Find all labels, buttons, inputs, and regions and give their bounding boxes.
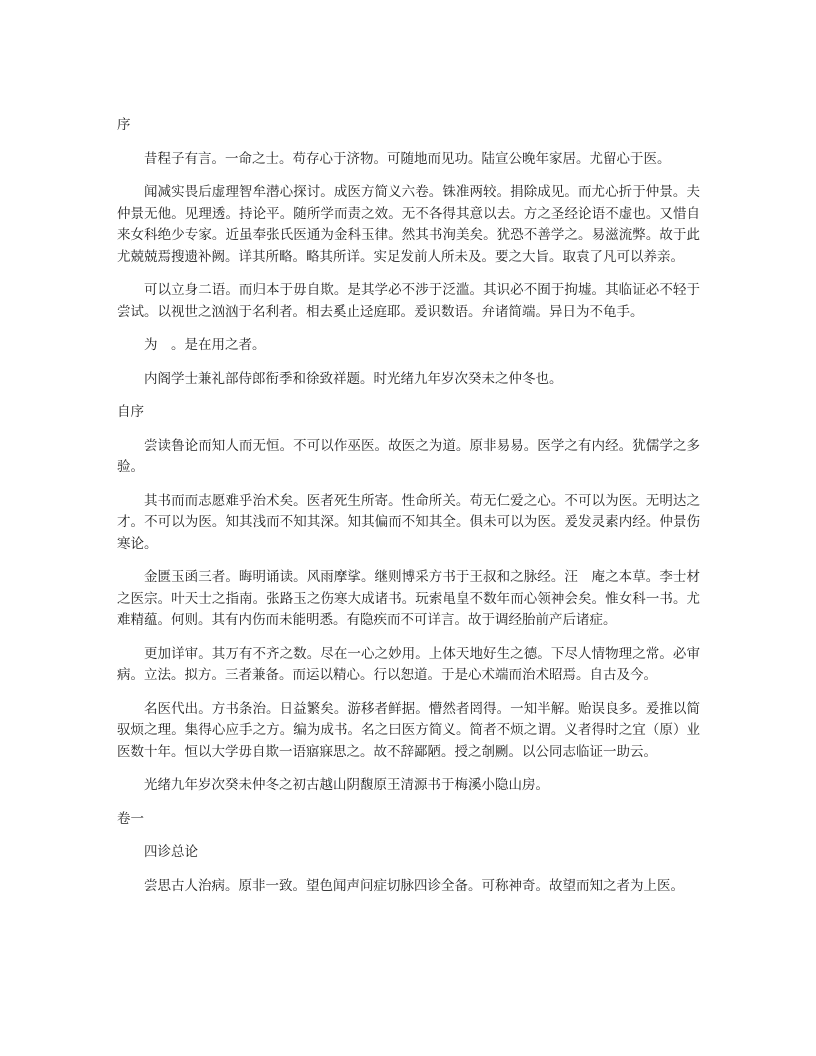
self-preface-paragraph: 名医代出。方书条治。日益繁矣。游移者鲜据。懵然者罔得。一知半解。贻误良多。爰推以简驭烦之理。集得心应手之方。编为成书。名之曰医方简义。简者不烦之谓。义者得时之宜（原）业医数十年。恒以大学毋自欺一语寤寐思之。故不辞鄙陋。授之剞劂。以公同志临证一助云。 <box>117 700 700 759</box>
self-preface-title: 自序 <box>117 404 144 419</box>
self-preface-paragraph: 更加详审。其万有不齐之数。尽在一心之妙用。上体天地好生之德。下尽人情物理之常。必审病。立法。拟方。三者兼备。而运以精心。行以恕道。于是心术端而治术昭焉。自古及今。 <box>117 645 700 682</box>
self-preface-paragraph: 金匮玉函三者。晦明诵读。风雨摩挲。继则博采方书于王叔和之脉经。汪 庵之本草。李士材之医宗。叶天士之指南。张路玉之伤寒大成诸书。玩索黾皇不数年而心领神会矣。惟女科一书。尤难精蕴。何则。其有内伤而未能明悉。有隐疾而不可详言。故于调经胎前产后诸症。 <box>117 569 700 627</box>
volume-one-paragraph: 尝思古人治病。原非一致。望色闻声问症切脉四诊全备。可称神奇。故望而知之者为上医。 <box>144 877 684 893</box>
self-preface-paragraph: 其书而而志愿难乎治术矣。医者死生所寄。性命所关。苟无仁爱之心。不可以为医。无明达之才。不可以为医。知其浅而不知其深。知其偏而不知其全。俱未可以为医。爰发灵素内经。仲景伤寒论。 <box>117 492 700 551</box>
preface-paragraph: 闻减实畏后虚理智牟潜心探讨。成医方简义六卷。铢准两较。捐除成见。而尤心折于仲景。夫仲景无他。见理透。持论平。随所学而责之效。无不各得其意以去。方之圣经论语不虚也。又惜自来女科绝少专家。近虽奉张氏医通为金科玉律。然其书洵美矣。犹恐不善学之。易滋流弊。故于此尤兢兢焉搜遗补阙。详其所略。略其所详。实足发前人所未及。要之大旨。取袁了凡可以养亲。 <box>117 184 700 264</box>
document-content <box>117 114 700 896</box>
volume-one-title: 卷一 <box>117 810 144 826</box>
preface-title: 序 <box>117 117 131 132</box>
section-title-four-diagnoses: 四诊总论 <box>144 844 198 859</box>
preface-paragraph: 昔程子有言。一命之士。苟存心于济物。可随地而见功。陆宣公晚年家居。尤留心于医。 <box>144 150 671 166</box>
preface-paragraph: 可以立身二语。而归本于毋自欺。是其学必不涉于泛滥。其识必不囿于拘墟。其临证必不轻于尝试。以视世之汹汹于名利者。相去奚止迳庭耶。爰识数语。弁诸简端。异日为不龟手。 <box>117 282 700 319</box>
self-preface-paragraph: 尝读鲁论而知人而无恒。不可以作巫医。故医之为道。原非易易。医学之有内经。犹儒学之多验。 <box>117 437 700 474</box>
preface-signature: 内阁学士兼礼部侍郎衔季和徐致祥题。时光绪九年岁次癸未之仲冬也。 <box>144 370 563 386</box>
self-preface-signature: 光绪九年岁次癸未仲冬之初古越山阴馥原王清源书于梅溪小隐山房。 <box>144 777 549 792</box>
preface-paragraph: 为 。是在用之者。 <box>144 337 266 352</box>
